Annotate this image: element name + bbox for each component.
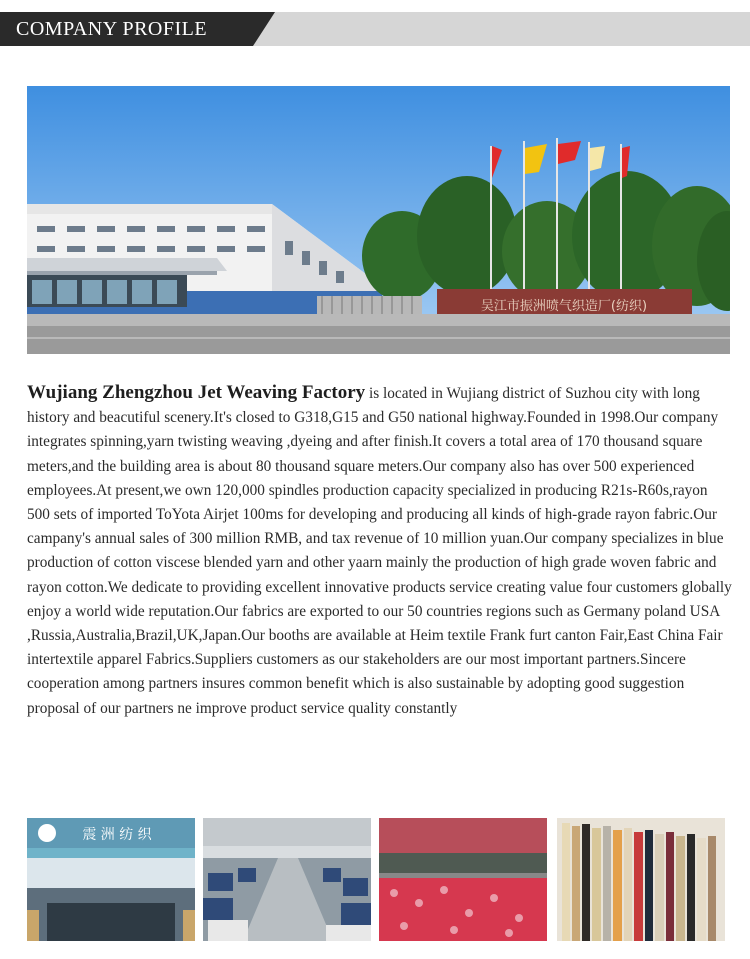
factory-sign-chinese: 震 洲 纺 织: [82, 827, 152, 843]
factory-entrance-photo: [27, 86, 730, 354]
photo-gallery: [27, 818, 725, 941]
fabric-printing-photo: [379, 818, 547, 941]
company-description: [27, 381, 732, 721]
weaving-workshop-photo: [203, 818, 371, 941]
factory-building-photo: [27, 818, 195, 941]
page-title: COMPANY PROFILE: [16, 18, 208, 40]
factory-sign-text: 吴江市振洲喷气织造厂(纺织): [480, 299, 648, 314]
company-name: Wujiang Zhengzhou Jet Weaving Factory: [27, 382, 366, 403]
description-body: is located in Wujiang district of Suzhou city with long history and beacutiful scenery.It's closed to G318,G15 and G50 national highway.Founded in 1998.Our company integrates spinning,yarn twisting weaving ,dyeing and after finish.It covers a total area of 170 thousand square meters,and the building area is about 80 thousand square meters.Our company also has over 500 experienced employees.At present,we own 120,000 spindles production capacity specialized in producing R21s-R60s,rayon 500 sets of imported ToYota Airjet 100ms for developing and producing all kinds of high-grade rayon fabric.Our campany's annual sales of 300 million RMB, and tax revenue of 10 million yuan.Our company specializes in blue production of cotton viscese blended yarn and other yaarn mainly the production of high grade woven fabric and rayon cotton.We dedicate to providing excellent innovative products service creating value four customers globally enjoy a world wide reputation.Our fabrics are exported to our 50 countries regions such as Germany poland USA ,Russia,Australia,Brazil,UK,Japan.Our booths are available at Heim textile Frank furt canton Fair,East China Fair intertextile apparel Fabrics.Suppliers customers as our stakeholders are our most important partners.Sincere cooperation among partners insures common benefit which is also sustainable by adopting good suggestion proposal of our partners ne improve product service quality constantly: [27, 385, 732, 717]
fabric-samples-photo: [557, 818, 725, 941]
